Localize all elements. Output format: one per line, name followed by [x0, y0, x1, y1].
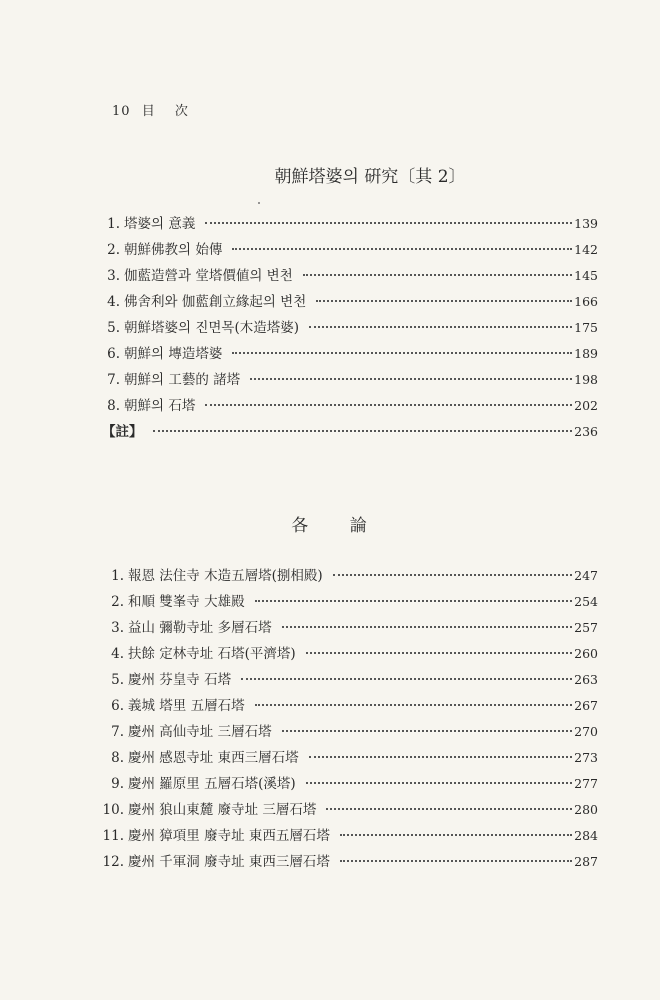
- entry-title: 朝鮮塔婆의 진면목(木造塔婆): [124, 320, 299, 336]
- toc-entry: [98, 238, 598, 264]
- entry-number: 4.: [107, 294, 120, 310]
- entry-page: 263: [574, 672, 598, 687]
- dot-leader: [309, 325, 572, 328]
- entry-title: 報恩 法住寺 木造五層塔(捌相殿): [128, 568, 323, 584]
- toc-entry: [92, 668, 598, 694]
- entry-page: 247: [574, 568, 598, 583]
- entry-title: 朝鮮佛教의 始傳: [124, 242, 223, 258]
- entry-title: 慶州 狼山東麓 廢寺址 三層石塔: [128, 802, 317, 818]
- toc-entry: [92, 642, 598, 668]
- dot-leader: [306, 651, 573, 654]
- toc-entry: [92, 746, 598, 772]
- entry-title: 慶州 羅原里 五層石塔(溪塔): [128, 776, 296, 792]
- print-speck: [258, 202, 260, 204]
- entry-title: 朝鮮의 塼造塔婆: [124, 346, 223, 362]
- dot-leader: [340, 859, 572, 862]
- entry-page: 175: [574, 320, 598, 335]
- entry-page: 166: [574, 294, 598, 309]
- entry-page: 267: [574, 698, 598, 713]
- dot-leader: [232, 247, 572, 250]
- entry-page: 270: [574, 724, 598, 739]
- entry-number: 3.: [107, 268, 120, 284]
- dot-leader: [241, 677, 572, 680]
- toc-entry: [98, 394, 598, 420]
- entry-page: 273: [574, 750, 598, 765]
- entry-title: 朝鮮의 石塔: [124, 398, 196, 414]
- page-number: 10: [112, 104, 131, 119]
- entry-page: 277: [574, 776, 598, 791]
- entry-number: 4.: [111, 646, 124, 662]
- toc-notes-entry: [98, 420, 598, 446]
- section-title-1: 朝鮮塔婆의 硏究〔其 2〕: [274, 167, 466, 187]
- running-head: [112, 100, 189, 119]
- entry-title: 塔婆의 意義: [124, 216, 196, 232]
- entry-title: 慶州 千軍洞 廢寺址 東西三層石塔: [128, 854, 330, 870]
- entry-title: 慶州 高仙寺址 三層石塔: [128, 724, 272, 740]
- dot-leader: [316, 299, 572, 302]
- toc-entry: [92, 694, 598, 720]
- entry-title: 朝鮮의 工藝的 諸塔: [124, 372, 241, 388]
- dot-leader: [232, 351, 572, 354]
- entry-number: 6.: [111, 698, 124, 714]
- entry-number: 7.: [107, 372, 120, 388]
- entry-title: 義城 塔里 五層石塔: [128, 698, 245, 714]
- toc-entry: [92, 798, 598, 824]
- dot-leader: [306, 781, 573, 784]
- notes-title: 【註】: [102, 424, 143, 440]
- running-head-word-2: 次: [174, 104, 189, 119]
- entry-page: 198: [574, 372, 598, 387]
- entry-page: 139: [574, 216, 598, 231]
- toc-entry: [98, 342, 598, 368]
- entry-number: 2.: [107, 242, 120, 258]
- dot-leader: [205, 403, 572, 406]
- entry-number: 11.: [102, 828, 124, 844]
- toc-entry: [98, 368, 598, 394]
- entry-number: 3.: [111, 620, 124, 636]
- entry-title: 益山 彌勒寺址 多層石塔: [128, 620, 272, 636]
- entry-number: 10.: [102, 802, 124, 818]
- section-title-2: 各 論: [291, 516, 385, 536]
- toc-section-2: [92, 564, 598, 876]
- entry-page: 202: [574, 398, 598, 413]
- dot-leader: [333, 573, 573, 576]
- entry-page: 236: [574, 424, 598, 439]
- dot-leader: [250, 377, 572, 380]
- entry-title: 慶州 感恩寺址 東西三層石塔: [128, 750, 299, 766]
- dot-leader: [340, 833, 572, 836]
- toc-entry: [98, 264, 598, 290]
- dot-leader: [309, 755, 573, 758]
- entry-page: 284: [574, 828, 598, 843]
- entry-number: 5.: [111, 672, 124, 688]
- entry-title: 慶州 芬皇寺 石塔: [128, 672, 232, 688]
- entry-title: 和順 雙峯寺 大雄殿: [128, 594, 245, 610]
- entry-number: 7.: [111, 724, 124, 740]
- entry-number: 8.: [111, 750, 124, 766]
- dot-leader: [282, 729, 573, 732]
- entry-page: 142: [574, 242, 598, 257]
- toc-entry: [92, 720, 598, 746]
- entry-title: 佛舍利와 伽藍創立緣起의 변천: [124, 294, 307, 310]
- entry-number: 6.: [107, 346, 120, 362]
- toc-entry: [92, 772, 598, 798]
- toc-entry: [92, 564, 598, 590]
- entry-page: 280: [574, 802, 598, 817]
- entry-page: 254: [574, 594, 598, 609]
- dot-leader: [282, 625, 573, 628]
- running-head-word-1: 目: [141, 104, 156, 119]
- entry-page: 257: [574, 620, 598, 635]
- toc-entry: [98, 212, 598, 238]
- entry-number: 1.: [107, 216, 120, 232]
- entry-number: 9.: [111, 776, 124, 792]
- entry-title: 慶州 獐項里 廢寺址 東西五層石塔: [128, 828, 330, 844]
- dot-leader: [205, 221, 572, 224]
- entry-number: 8.: [107, 398, 120, 414]
- toc-section-1: [98, 212, 598, 446]
- entry-title: 扶餘 定林寺址 石塔(平濟塔): [128, 646, 296, 662]
- entry-number: 2.: [111, 594, 124, 610]
- entry-number: 12.: [102, 854, 124, 870]
- entry-page: 287: [574, 854, 598, 869]
- toc-entry: [92, 590, 598, 616]
- entry-page: 189: [574, 346, 598, 361]
- entry-number: 5.: [107, 320, 120, 336]
- entry-number: 1.: [111, 568, 124, 584]
- toc-entry: [98, 316, 598, 342]
- dot-leader: [303, 273, 572, 276]
- toc-entry: [92, 850, 598, 876]
- entry-page: 260: [574, 646, 598, 661]
- entry-title: 伽藍造營과 堂塔價値의 변천: [124, 268, 293, 284]
- dot-leader: [255, 599, 573, 602]
- toc-entry: [98, 290, 598, 316]
- dot-leader: [326, 807, 572, 810]
- toc-entry: [92, 616, 598, 642]
- dot-leader: [153, 429, 573, 432]
- toc-entry: [92, 824, 598, 850]
- dot-leader: [255, 703, 573, 706]
- entry-page: 145: [574, 268, 598, 283]
